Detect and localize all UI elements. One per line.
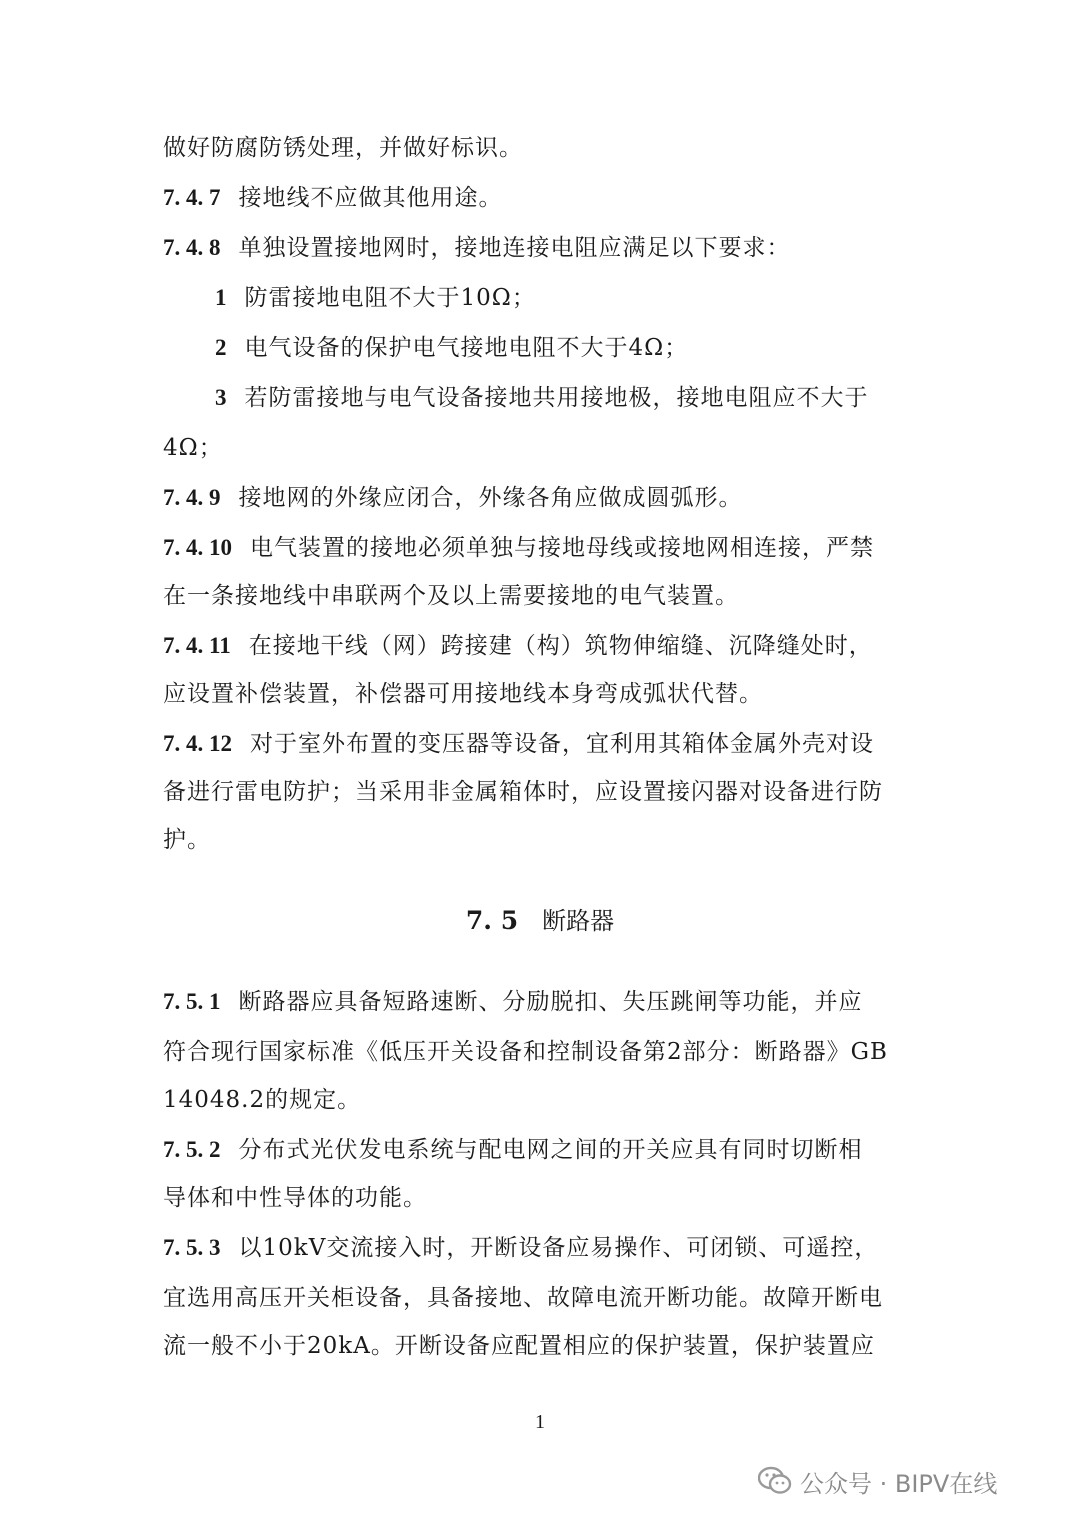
- clause-number: 7. 5. 3: [163, 1235, 221, 1260]
- item-text: 若防雷接地与电气设备接地共用接地极，接地电阻应不大于: [244, 385, 869, 411]
- paragraph-line: [163, 1084, 920, 1116]
- clause-7-4-10: [163, 532, 920, 564]
- item-number: 2: [215, 335, 227, 360]
- paragraph-text: 做好防腐防锈处理，并做好标识。: [163, 135, 523, 161]
- paragraph-text: 护。: [163, 827, 211, 853]
- clause-7-4-8: [163, 232, 920, 264]
- watermark-text: 公众号 · BIPV在线: [800, 1469, 998, 1498]
- paragraph-text: 符合现行国家标准《低压开关设备和控制设备第2部分：断路器》GB: [163, 1039, 888, 1065]
- paragraph-text: 备进行雷电防护；当采用非金属箱体时，应设置接闪器对设备进行防: [163, 779, 883, 805]
- clause-7-4-9: [163, 482, 920, 514]
- item-text: 电气设备的保护电气接地电阻不大于4Ω；: [244, 335, 689, 361]
- clause-number: 7. 4. 12: [163, 731, 232, 756]
- clause-number: 7. 4. 8: [163, 235, 221, 260]
- paragraph-line: [163, 132, 920, 164]
- list-item-1: [215, 282, 920, 314]
- section-title: 断路器: [542, 907, 615, 935]
- page-number: 1: [535, 1411, 545, 1433]
- clause-text: 接地线不应做其他用途。: [238, 185, 503, 211]
- wechat-icon: [758, 1466, 792, 1496]
- clause-7-5-3: [163, 1232, 920, 1264]
- clause-text: 电气装置的接地必须单独与接地母线或接地网相连接，严禁: [250, 535, 874, 561]
- paragraph-line: [163, 1036, 920, 1068]
- paragraph-line: [163, 580, 920, 612]
- clause-text: 对于室外布置的变压器等设备，宜利用其箱体金属外壳对设: [250, 731, 874, 757]
- clause-text: 接地网的外缘应闭合，外缘各角应做成圆弧形。: [238, 485, 743, 511]
- watermark: [758, 1461, 997, 1501]
- section-heading: [0, 904, 1080, 938]
- clause-number: 7. 4. 11: [163, 633, 231, 658]
- item-number: 3: [215, 385, 227, 410]
- paragraph-text: 4Ω；: [163, 435, 223, 461]
- paragraph-text: 宜选用高压开关柜设备，具备接地、故障电流开断功能。故障开断电: [163, 1285, 883, 1311]
- clause-text: 断路器应具备短路速断、分励脱扣、失压跳闸等功能，并应: [238, 989, 863, 1015]
- list-item-2: [215, 332, 920, 364]
- clause-7-4-12: [163, 728, 920, 760]
- list-item-3: [215, 382, 920, 414]
- clause-number: 7. 4. 9: [163, 485, 221, 510]
- paragraph-text: 应设置补偿装置，补偿器可用接地线本身弯成弧状代替。: [163, 681, 763, 707]
- paragraph-line: [163, 1330, 920, 1362]
- clause-number: 7. 5. 2: [163, 1137, 221, 1162]
- paragraph-line: [163, 824, 920, 856]
- clause-text: 在接地干线（网）跨接建（构）筑物伸缩缝、沉降缝处时，: [248, 633, 873, 659]
- paragraph-line: [163, 1182, 920, 1214]
- item-number: 1: [215, 285, 227, 310]
- clause-7-4-7: [163, 182, 920, 214]
- paragraph-text: 在一条接地线中串联两个及以上需要接地的电气装置。: [163, 583, 739, 609]
- paragraph-line: [163, 678, 920, 710]
- clause-text: 分布式光伏发电系统与配电网之间的开关应具有同时切断相: [238, 1137, 863, 1163]
- item-text: 防雷接地电阻不大于10Ω；: [244, 285, 536, 311]
- clause-7-5-1: [163, 986, 920, 1018]
- paragraph-line: [163, 432, 920, 464]
- clause-7-4-11: [163, 630, 920, 662]
- paragraph-text: 14048.2的规定。: [163, 1087, 362, 1113]
- paragraph-text: 流一般不小于20kA。开断设备应配置相应的保护装置，保护装置应: [163, 1333, 875, 1359]
- section-number: 7. 5: [465, 906, 519, 935]
- paragraph-text: 导体和中性导体的功能。: [163, 1185, 427, 1211]
- clause-text: 单独设置接地网时，接地连接电阻应满足以下要求：: [238, 235, 791, 261]
- paragraph-line: [163, 1282, 920, 1314]
- clause-number: 7. 4. 7: [163, 185, 221, 210]
- clause-number: 7. 5. 1: [163, 989, 221, 1014]
- clause-7-5-2: [163, 1134, 920, 1166]
- clause-number: 7. 4. 10: [163, 535, 232, 560]
- paragraph-line: [163, 776, 920, 808]
- clause-text: 以10kV交流接入时，开断设备应易操作、可闭锁、可遥控，: [238, 1235, 879, 1261]
